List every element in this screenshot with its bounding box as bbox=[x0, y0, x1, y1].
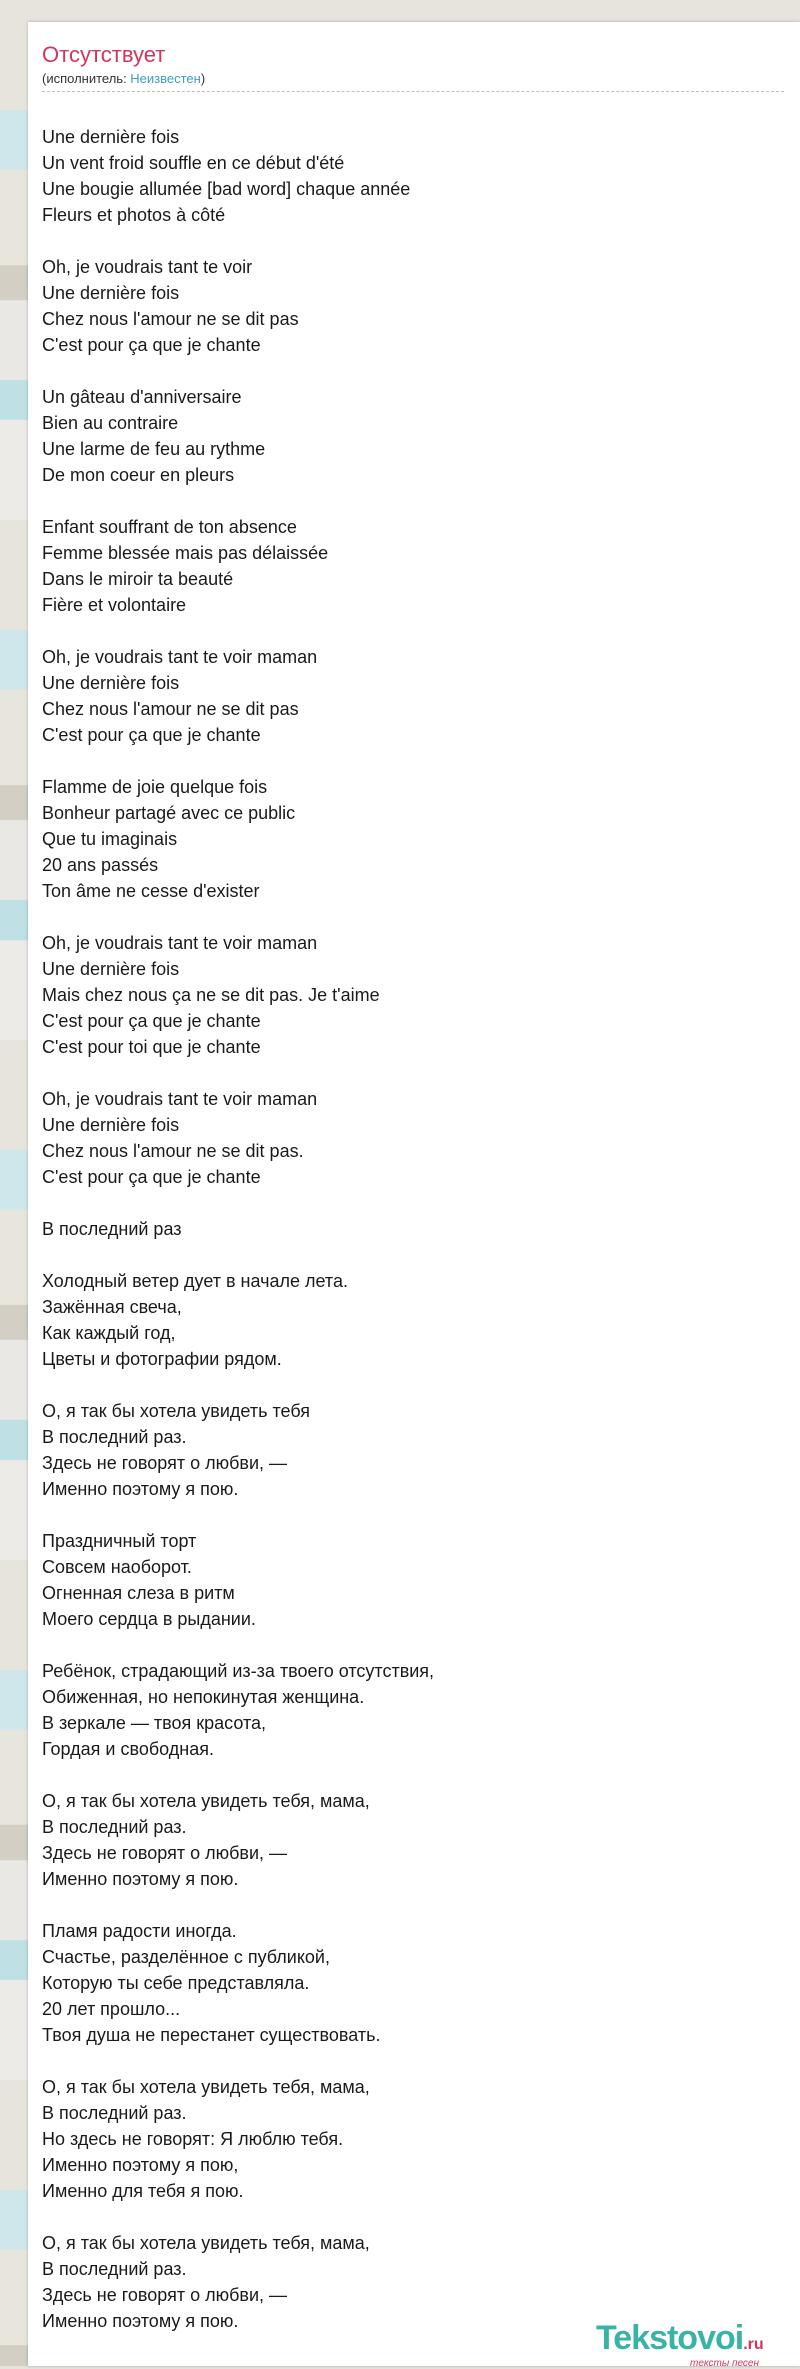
lyrics-stanza bbox=[42, 1398, 782, 1502]
lyrics-line: Праздничный торт bbox=[42, 1531, 197, 1551]
lyrics-stanza bbox=[42, 514, 782, 618]
lyrics-page bbox=[28, 22, 800, 2369]
lyrics-line: Chez nous l'amour ne se dit pas bbox=[42, 699, 299, 719]
lyrics-line: Гордая и свободная. bbox=[42, 1739, 214, 1759]
lyrics-line: Une larme de feu au rythme bbox=[42, 439, 266, 459]
lyrics-line: В последний раз. bbox=[42, 1817, 187, 1837]
song-header bbox=[42, 42, 784, 92]
lyrics-line: О, я так бы хотела увидеть тебя bbox=[42, 1401, 310, 1421]
lyrics-line: В последний раз. bbox=[42, 1427, 187, 1447]
lyrics-line: Счастье, разделённое с публикой, bbox=[42, 1947, 330, 1967]
lyrics-line: 20 лет прошло... bbox=[42, 1999, 181, 2019]
lyrics-stanza bbox=[42, 1216, 782, 1242]
lyrics-line: Именно поэтому я пою. bbox=[42, 1479, 239, 1499]
lyrics-line: В последний раз. bbox=[42, 2259, 187, 2279]
lyrics-body bbox=[42, 124, 782, 2360]
lyrics-line: Une dernière fois bbox=[42, 673, 180, 693]
lyrics-line: Именно поэтому я пою, bbox=[42, 2155, 239, 2175]
lyrics-line: Твоя душа не перестанет существовать. bbox=[42, 2025, 381, 2045]
lyrics-line: Fière et volontaire bbox=[42, 595, 187, 615]
lyrics-line: Une dernière fois bbox=[42, 959, 180, 979]
lyrics-line: Ребёнок, страдающий из-за твоего отсутствия, bbox=[42, 1661, 435, 1681]
lyrics-line: De mon coeur en pleurs bbox=[42, 465, 235, 485]
lyrics-line: В последний раз bbox=[42, 1219, 182, 1239]
lyrics-stanza bbox=[42, 384, 782, 488]
logo-tld: .ru bbox=[743, 2336, 764, 2353]
lyrics-line: Огненная слеза в ритм bbox=[42, 1583, 235, 1603]
lyrics-line: Oh, je voudrais tant te voir maman bbox=[42, 1089, 318, 1109]
lyrics-line: Именно поэтому я пою. bbox=[42, 2311, 239, 2331]
lyrics-line: Здесь не говорят о любви, — bbox=[42, 2285, 288, 2305]
lyrics-line: Здесь не говорят о любви, — bbox=[42, 1843, 288, 1863]
lyrics-stanza bbox=[42, 1086, 782, 1190]
lyrics-line: Совсем наоборот. bbox=[42, 1557, 192, 1577]
lyrics-line: Oh, je voudrais tant te voir bbox=[42, 257, 253, 277]
lyrics-line: Пламя радости иногда. bbox=[42, 1921, 237, 1941]
lyrics-line: О, я так бы хотела увидеть тебя, мама, bbox=[42, 2233, 370, 2253]
lyrics-line: Une dernière fois bbox=[42, 283, 180, 303]
lyrics-line: Flamme de joie quelque fois bbox=[42, 777, 268, 797]
lyrics-line: Холодный ветер дует в начале лета. bbox=[42, 1271, 348, 1291]
lyrics-line: Цветы и фотографии рядом. bbox=[42, 1349, 282, 1369]
lyrics-line: Femme blessée mais pas délaissée bbox=[42, 543, 329, 563]
lyrics-line: Моего сердца в рыдании. bbox=[42, 1609, 256, 1629]
lyrics-line: Ton âme ne cesse d'exister bbox=[42, 881, 260, 901]
lyrics-stanza bbox=[42, 1658, 782, 1762]
lyrics-line: О, я так бы хотела увидеть тебя, мама, bbox=[42, 1791, 370, 1811]
lyrics-line: Un vent froid souffle en ce début d'été bbox=[42, 153, 345, 173]
lyrics-line: Которую ты себе представляла. bbox=[42, 1973, 310, 1993]
lyrics-line: Bien au contraire bbox=[42, 413, 179, 433]
artist-line bbox=[42, 71, 784, 92]
lyrics-line: C'est pour ça que je chante bbox=[42, 1167, 261, 1187]
lyrics-line: Обиженная, но непокинутая женщина. bbox=[42, 1687, 365, 1707]
lyrics-line: C'est pour toi que je chante bbox=[42, 1037, 261, 1057]
lyrics-stanza bbox=[42, 1528, 782, 1632]
lyrics-line: Именно поэтому я пою. bbox=[42, 1869, 239, 1889]
lyrics-line: Как каждый год, bbox=[42, 1323, 176, 1343]
lyrics-stanza bbox=[42, 644, 782, 748]
lyrics-line: C'est pour ça que je chante bbox=[42, 1011, 261, 1031]
lyrics-line: Chez nous l'amour ne se dit pas. bbox=[42, 1141, 304, 1161]
lyrics-line: Que tu imaginais bbox=[42, 829, 178, 849]
lyrics-line: 20 ans passés bbox=[42, 855, 159, 875]
lyrics-line: О, я так бы хотела увидеть тебя, мама, bbox=[42, 2077, 370, 2097]
lyrics-line: Но здесь не говорят: Я люблю тебя. bbox=[42, 2129, 344, 2149]
lyrics-line: Здесь не говорят о любви, — bbox=[42, 1453, 288, 1473]
lyrics-stanza bbox=[42, 774, 782, 904]
lyrics-line: C'est pour ça que je chante bbox=[42, 335, 261, 355]
lyrics-line: Une dernière fois bbox=[42, 1115, 180, 1135]
lyrics-line: Oh, je voudrais tant te voir maman bbox=[42, 647, 318, 667]
logo-main: Tekstovoi bbox=[596, 2319, 744, 2357]
lyrics-stanza bbox=[42, 1918, 782, 2048]
lyrics-line: Oh, je voudrais tant te voir maman bbox=[42, 933, 318, 953]
site-logo[interactable] bbox=[596, 2320, 764, 2363]
lyrics-line: В последний раз. bbox=[42, 2103, 187, 2123]
lyrics-line: Bonheur partagé avec ce public bbox=[42, 803, 296, 823]
logo-tagline: тексты песен bbox=[690, 2358, 759, 2369]
artist-prefix: (исполнитель: bbox=[42, 71, 131, 86]
artist-link[interactable]: Неизвестен bbox=[130, 71, 201, 86]
lyrics-line: Une bougie allumée [bad word] chaque année bbox=[42, 179, 411, 199]
song-title: Отсутствует bbox=[42, 42, 166, 67]
lyrics-stanza bbox=[42, 124, 782, 228]
lyrics-line: Mais chez nous ça ne se dit pas. Je t'aime bbox=[42, 985, 380, 1005]
lyrics-line: Dans le miroir ta beauté bbox=[42, 569, 234, 589]
lyrics-stanza bbox=[42, 930, 782, 1060]
lyrics-line: В зеркале — твоя красота, bbox=[42, 1713, 267, 1733]
lyrics-line: Une dernière fois bbox=[42, 127, 180, 147]
lyrics-line: Chez nous l'amour ne se dit pas bbox=[42, 309, 299, 329]
lyrics-line: Зажённая свеча, bbox=[42, 1297, 182, 1317]
artist-suffix: ) bbox=[200, 71, 206, 86]
lyrics-stanza bbox=[42, 2074, 782, 2204]
lyrics-line: Enfant souffrant de ton absence bbox=[42, 517, 297, 537]
lyrics-stanza bbox=[42, 1788, 782, 1892]
lyrics-stanza bbox=[42, 1268, 782, 1372]
lyrics-line: Именно для тебя я пою. bbox=[42, 2181, 244, 2201]
lyrics-line: C'est pour ça que je chante bbox=[42, 725, 261, 745]
lyrics-line: Fleurs et photos à côté bbox=[42, 205, 226, 225]
lyrics-line: Un gâteau d'anniversaire bbox=[42, 387, 242, 407]
lyrics-stanza bbox=[42, 254, 782, 358]
